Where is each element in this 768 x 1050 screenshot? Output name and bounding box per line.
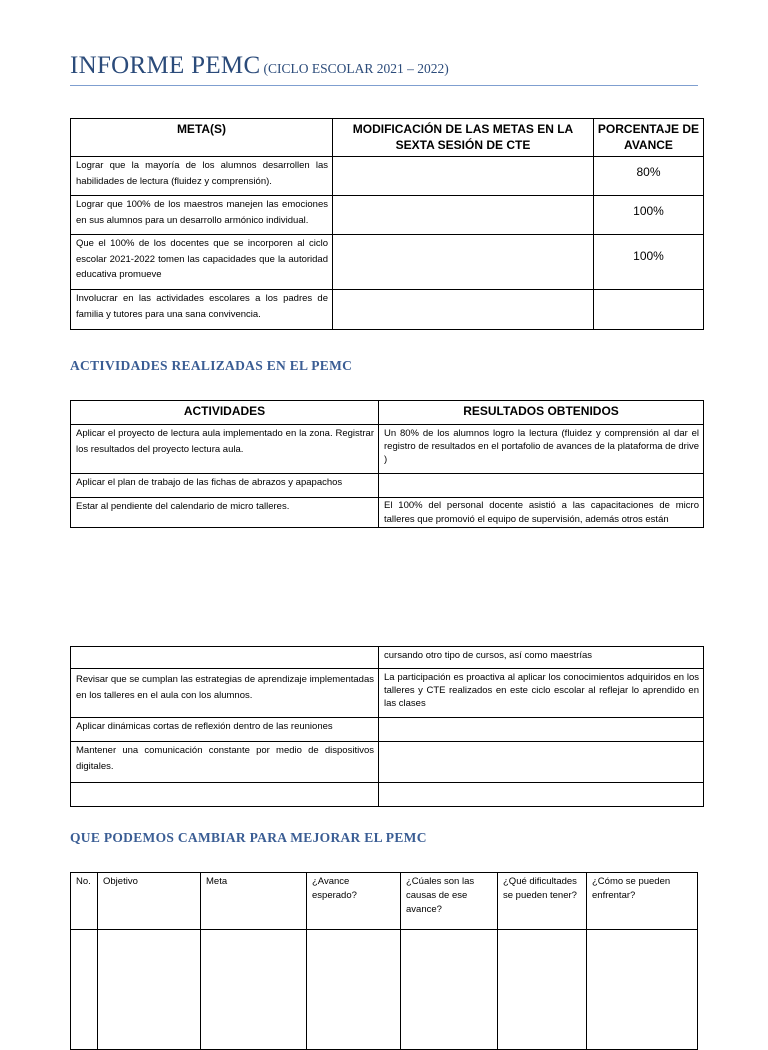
header-modificacion: MODIFICACIÓN DE LAS METAS EN LA SEXTA SESIÓN DE CTE (333, 119, 594, 157)
header-porcentaje: PORCENTAJE DE AVANCE (594, 119, 704, 157)
activities-heading: ACTIVIDADES REALIZADAS EN EL PEMC (70, 358, 353, 373)
header-actividades: ACTIVIDADES (71, 401, 379, 425)
metas-header-row (71, 119, 704, 157)
modificacion-cell (333, 290, 594, 330)
improve-table (70, 872, 698, 1050)
title-subtitle: (CICLO ESCOLAR 2021 – 2022) (263, 61, 449, 76)
porcentaje-cell: 80% (594, 157, 704, 196)
activity-row (71, 474, 704, 498)
activity-row (71, 742, 704, 783)
improve-row (71, 930, 698, 1050)
metas-row (71, 196, 704, 235)
actividad-cell: Aplicar dinámicas cortas de reflexión dentro de las reuniones (71, 718, 379, 742)
porcentaje-cell: 100% (594, 196, 704, 235)
activity-row (71, 718, 704, 742)
meta-cell: Que el 100% de los docentes que se incorporen al ciclo escolar 2021-2022 tomen las capacidades que la autoridad educativa promueve (71, 235, 333, 290)
header-avance-esperado: ¿Avance esperado? (307, 873, 401, 930)
title-underline (70, 85, 698, 86)
porcentaje-cell (594, 290, 704, 330)
header-dificultades: ¿Qué dificultades se pueden tener? (498, 873, 587, 930)
resultado-cell: El 100% del personal docente asistió a las capacitaciones de micro talleres que promovió el equipo de supervisión, además otros están (379, 498, 704, 528)
document-title (70, 52, 449, 80)
meta-cell: Lograr que la mayoría de los alumnos desarrollen las habilidades de lectura (fluidez y comprensión). (71, 157, 333, 196)
actividad-cell: Aplicar el plan de trabajo de las fichas de abrazos y apapachos (71, 474, 379, 498)
actividad-cell: Mantener una comunicación constante por medio de dispositivos digitales. (71, 742, 379, 783)
header-objetivo: Objetivo (98, 873, 201, 930)
improve-cell (71, 930, 98, 1050)
actividad-cell: Revisar que se cumplan las estrategias de aprendizaje implementadas en los talleres en el aula con los alumnos. (71, 669, 379, 718)
activity-row (71, 498, 704, 528)
activity-row (71, 425, 704, 474)
modificacion-cell (333, 196, 594, 235)
improve-header-row (71, 873, 698, 930)
porcentaje-cell: 100% (594, 235, 704, 290)
activities-table-continued (70, 646, 704, 807)
activity-row (71, 647, 704, 669)
improve-cell (307, 930, 401, 1050)
resultado-cell (379, 718, 704, 742)
metas-table (70, 118, 704, 330)
header-enfrentar: ¿Cómo se pueden enfrentar? (587, 873, 698, 930)
header-metas: META(S) (71, 119, 333, 157)
resultado-cell (379, 474, 704, 498)
actividad-cell (71, 647, 379, 669)
improve-cell (98, 930, 201, 1050)
resultado-cell (379, 783, 704, 807)
modificacion-cell (333, 235, 594, 290)
improve-cell (498, 930, 587, 1050)
improve-cell (201, 930, 307, 1050)
metas-row (71, 235, 704, 290)
header-resultados: RESULTADOS OBTENIDOS (379, 401, 704, 425)
activity-row (71, 669, 704, 718)
modificacion-cell (333, 157, 594, 196)
header-no: No. (71, 873, 98, 930)
actividad-cell: Aplicar el proyecto de lectura aula implementado en la zona. Registrar los resultados del proyecto lectura aula. (71, 425, 379, 474)
actividad-cell (71, 783, 379, 807)
title-main: INFORME PEMC (70, 52, 261, 79)
resultado-cell: Un 80% de los alumnos logro la lectura (fluidez y comprensión al dar el registro de resultados en el portafolio de avances de la plataforma de drive ) (379, 425, 704, 474)
activities-table (70, 400, 704, 528)
activity-row (71, 783, 704, 807)
metas-row (71, 157, 704, 196)
meta-cell: Involucrar en las actividades escolares a los padres de familia y tutores para una sana convivencia. (71, 290, 333, 330)
resultado-cell: La participación es proactiva al aplicar los conocimientos adquiridos en los talleres y CTE realizados en este ciclo escolar al reflejar lo aprendido en las clases (379, 669, 704, 718)
metas-row (71, 290, 704, 330)
header-causas: ¿Cúales son las causas de ese avance? (401, 873, 498, 930)
actividad-cell: Estar al pendiente del calendario de micro talleres. (71, 498, 379, 528)
improve-cell (401, 930, 498, 1050)
resultado-cell (379, 742, 704, 783)
meta-cell: Lograr que 100% de los maestros manejen las emociones en sus alumnos para un desarrollo armónico individual. (71, 196, 333, 235)
improve-cell (587, 930, 698, 1050)
improve-heading: QUE PODEMOS CAMBIAR PARA MEJORAR EL PEMC (70, 830, 427, 845)
header-meta: Meta (201, 873, 307, 930)
resultado-cell: cursando otro tipo de cursos, así como maestrías (379, 647, 704, 669)
activities-header-row (71, 401, 704, 425)
